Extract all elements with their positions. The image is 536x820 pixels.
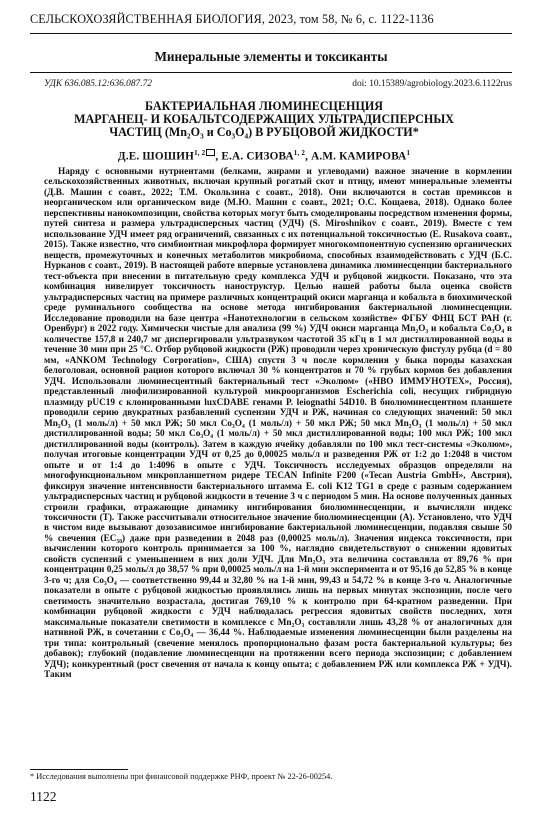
page-number: 1122 xyxy=(30,789,57,804)
title-line-2: МАРГАНЕЦ- И КОБАЛЬТСОДЕРЖАЩИХ УЛЬТРАДИСПЕРСНЫХ xyxy=(74,112,454,127)
article-title xyxy=(44,100,484,140)
author-affiliation: 1 xyxy=(406,149,411,157)
doi-link[interactable]: doi: 10.15389/agrobiology.2023.6.1122rus xyxy=(352,79,512,89)
author-name: А.М. КАМИРОВА xyxy=(311,150,407,163)
abstract xyxy=(44,167,512,681)
abstract-paragraph: Наряду с основными нутриентами (белками, жирами и углеводами) важное значение в кормлении сельскохозяйственных животных, включая крупный рогатый скот и птицу, имеют минеральные элементы (Д.В. Машин с соавт., 2022; Т.М. Окользина с соавт., 2018). Они включаются в состав премиксов в неорганическом или органическом виде (М.Ю. Машин с соавт., 2021; О.С. Кощаева, 2018). Однако более перспективны нанокомпозиции, свойства которых могут быть смоделированы посредством изменения формы, путей синтеза и размера ультрадисперсных частиц (УДЧ) (S. Miroshnikov с соавт., 2019). Вместе с тем использование УДЧ имеет ряд ограничений, связанных с их потенциальной токсичностью (E. Rusakova соавт., 2015). Также известно, что симбионтная микрофлора формирует многокомпонентную суспензию органических веществ, промежуточных и конечных метаболитов микробиома, способных взаимодействовать с УДЧ (Б.С. Нурканов с соавт., 2019). В настоящей работе впервые установлена динамика люминесценции бактериального тест-объекта при внесении в питательную среду комплекса УДЧ и рубцовой жидкости. Показано, что эта комбинация нивелирует токсичность наноструктур. Целью нашей работы была оценка свойств ультрадисперсных частиц на примере различных концентраций окиси марганца и кобальта в биохимической среде руминального сообщества на основе метода ингибирования бактериальной люминесценции. Исследование проводили на базе центра «Нанотехнологии в сельском хозяйстве» ФГБУ ФНЦ БСТ РАН (г. Оренбург) в 2022 году. Химически чистые для анализа (99 %) УДЧ окиси марганца Mn₂O₃ и кобальта Co₃O₄ в количестве 157,8 и 240,7 мг диспергировали ультразвуком частотой 35 кГц в 1 мл дистиллированной воды в течение 30 мин при 25 °С. Отбор рубцовой жидкости (РЖ) проводили через хроническую фистулу рубца (d = 80 мм, «ANKOM Technology Corporation», США) спустя 3 ч после кормления у быка породы казахская белоголовая, основной рацион которого включал 30 % концентратов и 70 % грубых кормов без добавления УДЧ. Использовали люминесцентный бактериальный тест «Эколюм» («НВО ИММУНОТЕХ», Россия), представленный лиофилизированной культурой микроорганизмов Escherichia coli, несущих гибридную плазмиду pUC19 с клонированными luxCDABE генами P. leiognathi 54D10. В биолюминесцентном планшете проводили серию двукратных разбавлений суспензии УДЧ и РЖ, начиная со следующих значений: 50 мкл Mn₂O₃ (1 моль/л) + 50 мкл РЖ; 50 мкл Co₃O₄ (1 моль/л) + 50 мкл РЖ; 50 мкл Mn₂O₃ (1 моль/л) + 50 мкл дистиллированной воды; 50 мкл Co₃O₄ (1 моль/л) + 50 мкл дистиллированной воды; 100 мкл РЖ; 100 мкл дистиллированной воды (контроль). Затем в каждую ячейку добавляли по 100 мкл тест-системы «Эколюм», получая итоговые концентрации УДЧ от 0,25 до 0,00025 моль/л и разведения РЖ от 1:2 до 1:2048 в чистом опыте и от 1:4 до 1:4096 в опыте с УДЧ. Токсичность исследуемых образцов определяли на многофункциональном микропланшетном ридере TECAN Infinite F200 («Tecan Austria GmbH», Австрия), фиксируя значение интенсивности бактериального штамма E. coli K12 TG1 в среде с разным содержанием ультрадисперсных частиц и рубцовой жидкости в течение 3 ч с периодом 5 мин. На основе полученных данных строили графики, отражающие динамику ингибирования биолюминесценции, и вычисляли индекс токсичности (Т). Также рассчитывали относительное значение биолюминесценции (А). Установлено, что УДЧ в чистом виде вызывают дозозависимое ингибирование бактериальной люминесценции, подавляя свыше 50 % свечения (EC₅₀) даже при разведении в 2048 раз (0,00025 моль/л). Значения индекса токсичности, при вычислении которого контроль принимается за 100 %, наглядно свидетельствуют о снижении ядовитых свойств суспензий с уменьшением в них доли УДЧ. Для Mn₂O₃ эта величина составляла от 89,76 % при концентрации 0,25 моль/л до 38,57 % при 0,00025 моль/л на 1-й мин эксперимента и от 95,16 до 52,85 % в конце 3-го ч; для Co₃O₄ — соответственно 99,44 и 32,80 % на 1-й мин, 99,43 и 54,72 % в конце 3-го ч. Аналогичные показатели в опыте с рубцовой жидкостью проявлялись лишь на первых минутах экспозиции, после чего светимость значительно возрастала, достигая 769,10 % к контролю при 64-кратном разведении. При комбинации рубцовой жидкости с УДЧ наблюдалась регрессия ядовитых свойств последних, хотя максимальные показатели светимости в комплексе с Mn₂O₃ составляли лишь 43,28 % от аналогичных для нативной РЖ, в сочетании с Co₃O₄ — 36,44 %. Наблюдаемые изменения люминесценции были разделены на три типа: контрольный (свечение менялось пропорционально фазам роста бактериальной культуры; без добавок); глубокий (подавление люминесценции на протяжении всего периода экспозиции; с добавлением УДЧ); конкурентный (рост свечения от начала к концу опыта; с добавлением РЖ или комплекса РЖ + УДЧ). Таким xyxy=(44,167,512,681)
title-line-3: ЧАСТИЦ (Mn₂O₃ и Co₃O₄) В РУБЦОВОЙ ЖИДКОСТИ* xyxy=(109,125,419,140)
author-name: Е.А. СИЗОВА xyxy=(221,150,294,163)
section-title: Минеральные элементы и токсиканты xyxy=(154,49,388,64)
footnote-rule xyxy=(30,769,128,770)
journal-running-header: СЕЛЬСКОХОЗЯЙСТВЕННАЯ БИОЛОГИЯ, 2023, том 58, № 6, с. 1122-1136 xyxy=(30,12,434,26)
section-rule xyxy=(30,72,512,73)
author-name: Д.Е. ШОШИН xyxy=(117,150,195,163)
header-rule xyxy=(30,33,512,34)
envelope-icon xyxy=(206,149,215,156)
funding-footnote: * Исследования выполнены при финансовой поддержке РНФ, проект № 22-26-00254. xyxy=(30,772,333,781)
author-list: Д.Е. ШОШИН$^{1, 2}$ , Е.А. СИЗОВА$^{1, 2}$, А.М. КАМИРОВА$^1$ xyxy=(117,149,411,163)
udk-code: УДК 636.085.12:636.087.72 xyxy=(44,79,152,89)
title-line-1: БАКТЕРИАЛЬНАЯ ЛЮМИНЕСЦЕНЦИЯ xyxy=(145,99,383,113)
author-affiliation: 1, 2 xyxy=(293,149,306,157)
author-affiliation: 1, 2 xyxy=(194,149,206,157)
